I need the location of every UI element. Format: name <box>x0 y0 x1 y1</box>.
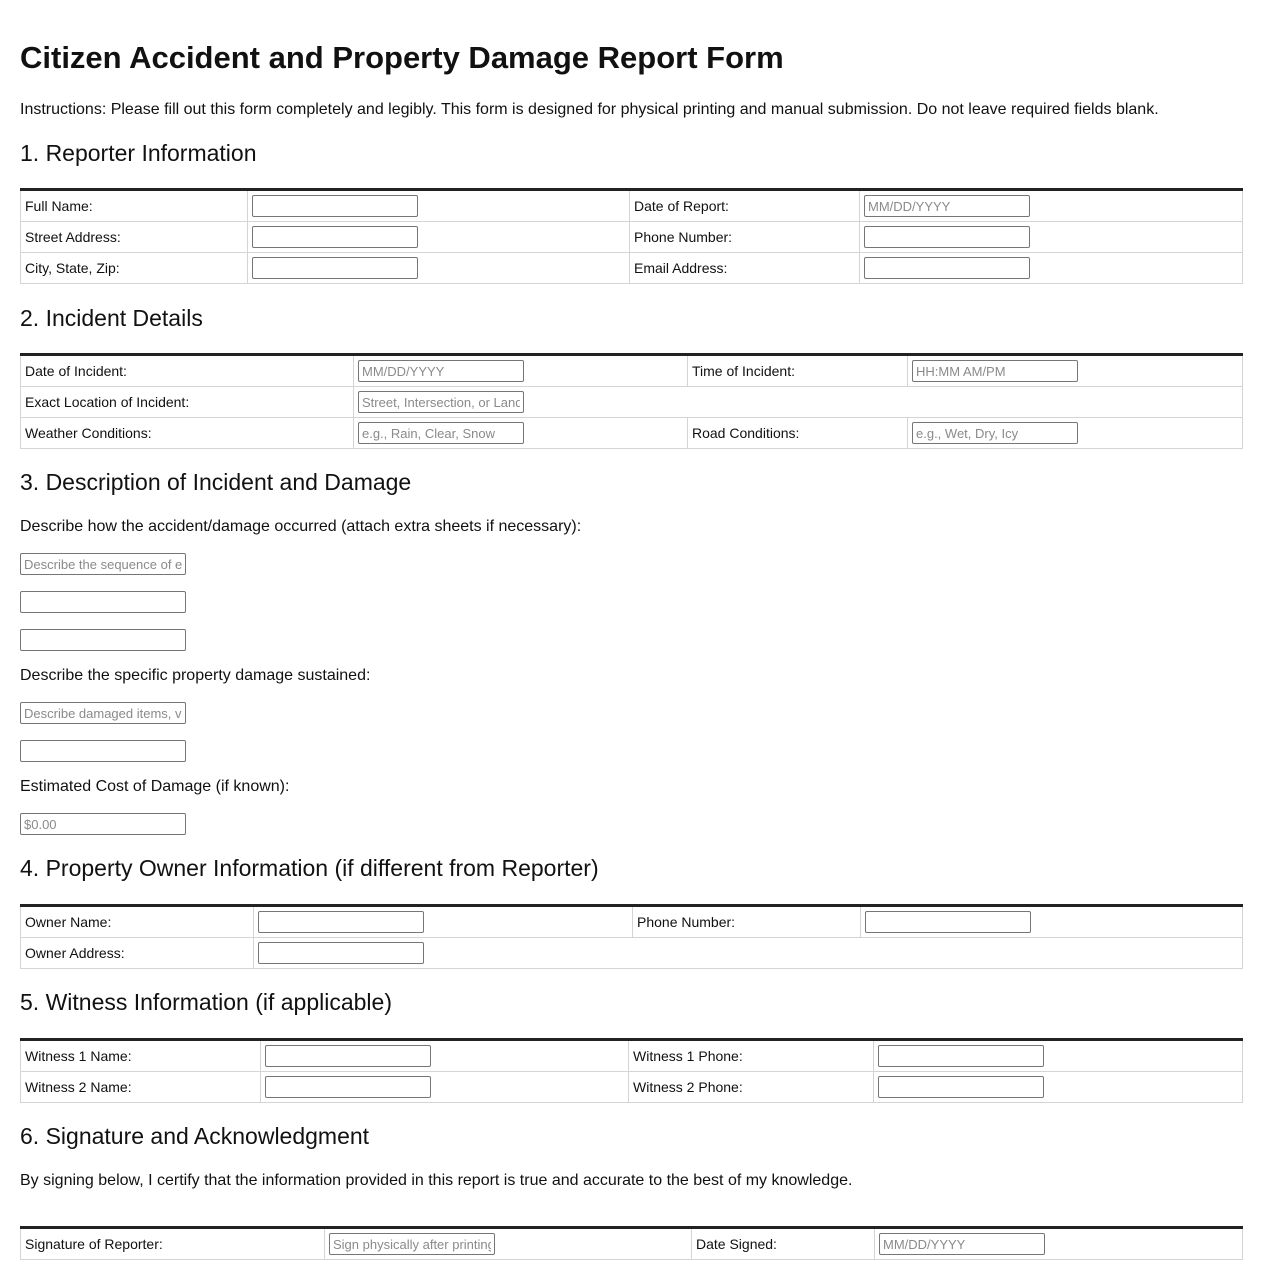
date-of-incident-field[interactable] <box>358 360 524 382</box>
owner-address-label: Owner Address: <box>21 938 254 969</box>
signature-label: Signature of Reporter: <box>21 1228 325 1260</box>
owner-info-table <box>20 904 1243 969</box>
exact-location-field[interactable] <box>358 391 524 413</box>
road-conditions-field[interactable] <box>912 422 1078 444</box>
date-of-incident-label: Date of Incident: <box>21 355 354 387</box>
section-heading-owner: 4. Property Owner Information (if different from Reporter) <box>20 855 599 881</box>
damage-field-line-1[interactable] <box>20 702 186 724</box>
owner-phone-field[interactable] <box>865 911 1031 933</box>
table-row <box>21 1228 1243 1260</box>
owner-name-field[interactable] <box>258 911 424 933</box>
section-heading-description: 3. Description of Incident and Damage <box>20 469 412 495</box>
table-row <box>21 1072 1243 1103</box>
occurred-prompt: Describe how the accident/damage occurred (attach extra sheets if necessary): <box>20 518 582 535</box>
cost-prompt: Estimated Cost of Damage (if known): <box>20 778 290 795</box>
estimated-cost-field[interactable] <box>20 813 186 835</box>
damage-field-line-2[interactable] <box>20 740 186 762</box>
witness-2-phone-field[interactable] <box>878 1076 1044 1098</box>
witness-2-name-field[interactable] <box>265 1076 431 1098</box>
section-heading-incident: 2. Incident Details <box>20 305 203 331</box>
owner-phone-label: Phone Number: <box>633 906 861 938</box>
time-of-incident-label: Time of Incident: <box>688 355 908 387</box>
weather-conditions-field[interactable] <box>358 422 524 444</box>
road-conditions-label: Road Conditions: <box>688 418 908 449</box>
table-row <box>21 355 1243 387</box>
table-row <box>21 190 1243 222</box>
date-of-report-field[interactable] <box>864 195 1030 217</box>
email-address-label: Email Address: <box>630 253 860 284</box>
full-name-label: Full Name: <box>21 190 248 222</box>
street-address-field[interactable] <box>252 226 418 248</box>
signature-field[interactable] <box>329 1233 495 1255</box>
exact-location-label: Exact Location of Incident: <box>21 387 354 418</box>
time-of-incident-field[interactable] <box>912 360 1078 382</box>
signature-table <box>20 1226 1243 1260</box>
form-instructions: Instructions: Please fill out this form completely and legibly. This form is designed for physical printing and manual submission. Do not leave required fields blank. <box>20 101 1159 118</box>
owner-name-label: Owner Name: <box>21 906 254 938</box>
section-heading-witness: 5. Witness Information (if applicable) <box>20 989 392 1015</box>
incident-details-table <box>20 353 1243 449</box>
witness-1-phone-label: Witness 1 Phone: <box>629 1040 874 1072</box>
occurred-field-line-3[interactable] <box>20 629 186 651</box>
witness-2-name-label: Witness 2 Name: <box>21 1072 261 1103</box>
section-heading-signature: 6. Signature and Acknowledgment <box>20 1123 370 1149</box>
table-row <box>21 906 1243 938</box>
table-row <box>21 1040 1243 1072</box>
reporter-info-table <box>20 188 1243 284</box>
full-name-field[interactable] <box>252 195 418 217</box>
witness-1-name-label: Witness 1 Name: <box>21 1040 261 1072</box>
phone-number-field[interactable] <box>864 226 1030 248</box>
table-row <box>21 938 1243 969</box>
date-signed-field[interactable] <box>879 1233 1045 1255</box>
date-of-report-label: Date of Report: <box>630 190 860 222</box>
city-state-zip-field[interactable] <box>252 257 418 279</box>
email-address-field[interactable] <box>864 257 1030 279</box>
witness-info-table <box>20 1038 1243 1103</box>
table-row <box>21 418 1243 449</box>
date-signed-label: Date Signed: <box>692 1228 875 1260</box>
city-state-zip-label: City, State, Zip: <box>21 253 248 284</box>
occurred-field-line-1[interactable] <box>20 553 186 575</box>
certification-text: By signing below, I certify that the information provided in this report is true and accurate to the best of my knowledge. <box>20 1172 853 1189</box>
owner-address-field[interactable] <box>258 942 424 964</box>
phone-number-label: Phone Number: <box>630 222 860 253</box>
section-heading-reporter: 1. Reporter Information <box>20 140 257 166</box>
damage-prompt: Describe the specific property damage sustained: <box>20 667 371 684</box>
witness-1-name-field[interactable] <box>265 1045 431 1067</box>
table-row <box>21 253 1243 284</box>
weather-conditions-label: Weather Conditions: <box>21 418 354 449</box>
witness-1-phone-field[interactable] <box>878 1045 1044 1067</box>
street-address-label: Street Address: <box>21 222 248 253</box>
table-row <box>21 387 1243 418</box>
table-row <box>21 222 1243 253</box>
form-title: Citizen Accident and Property Damage Report Form <box>20 40 784 75</box>
occurred-field-line-2[interactable] <box>20 591 186 613</box>
witness-2-phone-label: Witness 2 Phone: <box>629 1072 874 1103</box>
